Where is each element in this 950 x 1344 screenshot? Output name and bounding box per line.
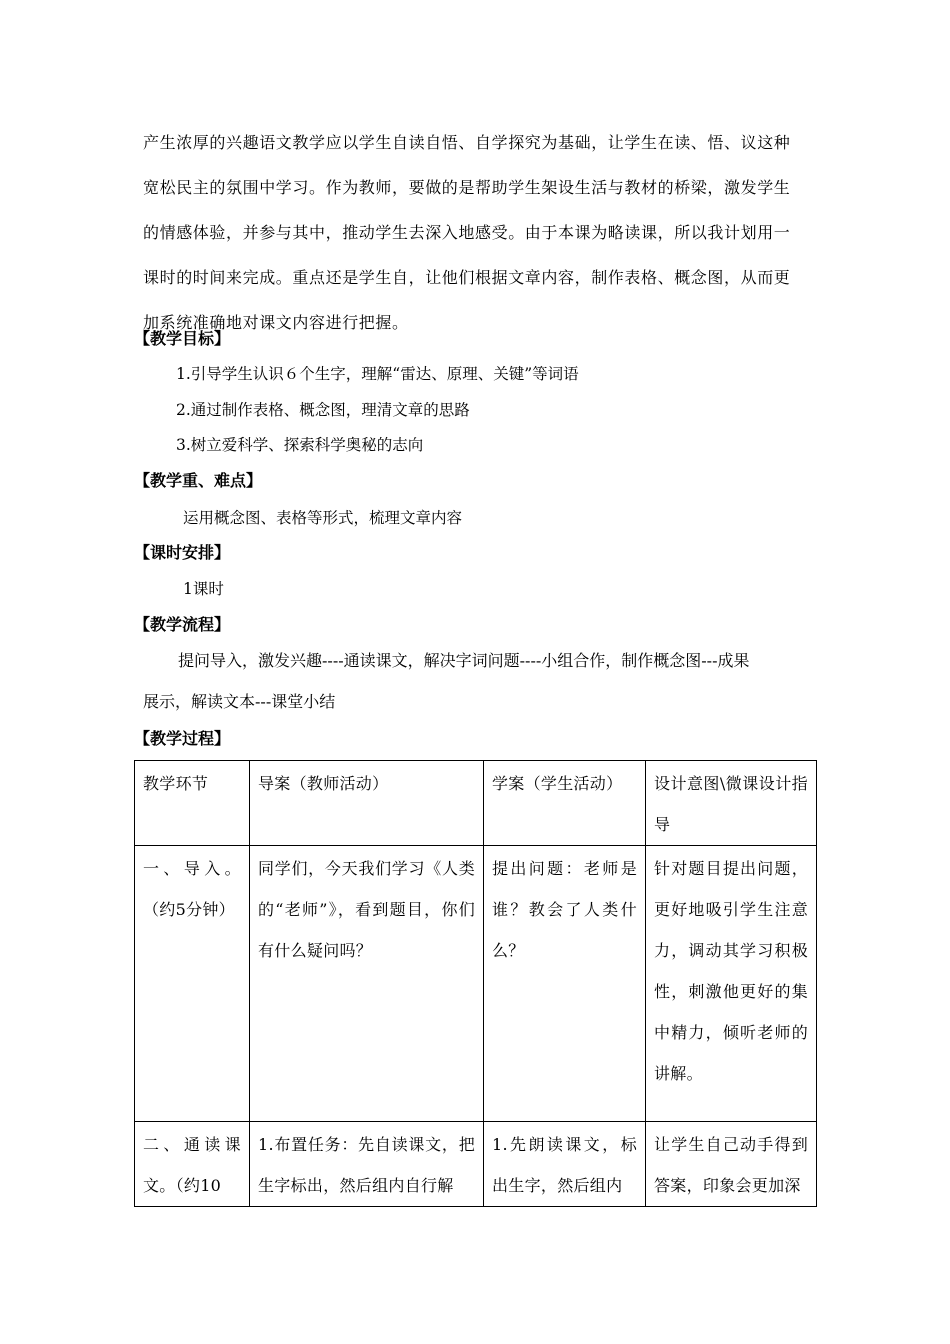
heading-key-points: 【教学重、难点】: [134, 471, 263, 490]
intro-paragraph: [143, 120, 815, 345]
table-cell: 提出问题：老师是谁？教会了人类什么？: [484, 846, 646, 1122]
flow-line: 展示，解读文本---课堂小结: [143, 692, 336, 711]
table-header-cell: 导案（教师活动）: [250, 761, 484, 846]
table-row: [135, 1122, 817, 1207]
goal-item: 2.通过制作表格、概念图，理清文章的思路: [176, 401, 470, 419]
table-cell: 一、导入。（约5分钟）: [135, 846, 250, 1122]
table-cell: 针对题目提出问题，更好地吸引学生注意力，调动其学习积极性，刺激他更好的集中精力，倾听老师的讲解。: [646, 846, 817, 1122]
intro-line: 的情感体验，并参与其中，推动学生去深入地感受。由于本课为略读课，所以我计划用一: [143, 223, 791, 242]
intro-line: 产生浓厚的兴趣语文教学应以学生自读自悟、自学探究为基础，让学生在读、悟、议这种: [143, 133, 791, 152]
heading-teaching-process: 【教学过程】: [134, 729, 231, 748]
intro-line: 加系统准确地对课文内容进行把握。: [143, 313, 409, 332]
goal-item: 1.引导学生认识６个生字，理解“雷达、原理、关键”等词语: [176, 365, 579, 383]
heading-schedule: 【课时安排】: [134, 543, 231, 562]
table-header-cell: 学案（学生活动）: [484, 761, 646, 846]
table-cell: 1.布置任务：先自读课文，把生字标出，然后组内自行解: [250, 1122, 484, 1207]
table-header-row: [135, 761, 817, 846]
table-cell: 同学们，今天我们学习《人类的“老师”》，看到题目，你们有什么疑问吗？: [250, 846, 484, 1122]
table-header-cell: 设计意图\微课设计指导: [646, 761, 817, 846]
intro-line: 课时的时间来完成。重点还是学生自，让他们根据文章内容，制作表格、概念图，从而更: [143, 268, 791, 287]
heading-teaching-goals: 【教学目标】: [134, 329, 231, 348]
table-cell: 让学生自己动手得到答案，印象会更加深: [646, 1122, 817, 1207]
table-row: [135, 846, 817, 1122]
schedule-text: 1课时: [183, 580, 224, 598]
lesson-process-table: [134, 760, 817, 1207]
flow-line: 提问导入，激发兴趣----通读课文，解决字词问题----小组合作，制作概念图---成果: [178, 651, 750, 670]
intro-line: 宽松民主的氛围中学习。作为教师，要做的是帮助学生架设生活与教材的桥梁，激发学生: [143, 178, 791, 197]
key-points-text: 运用概念图、表格等形式，梳理文章内容: [183, 509, 463, 527]
table-cell: 1.先朗读课文，标出生字，然后组内: [484, 1122, 646, 1207]
goal-item: 3.树立爱科学、探索科学奥秘的志向: [176, 436, 424, 454]
heading-teaching-flow: 【教学流程】: [134, 615, 231, 634]
table-header-cell: 教学环节: [135, 761, 250, 846]
table-cell: 二、通读课文。（约10: [135, 1122, 250, 1207]
